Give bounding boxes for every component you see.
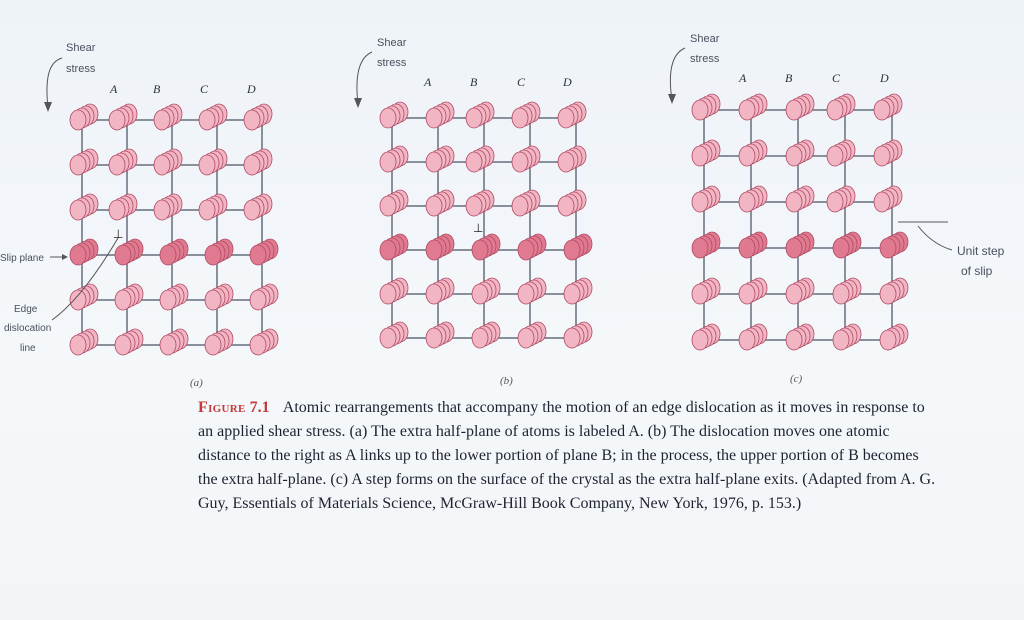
- panel-a-col-a: A: [110, 82, 118, 96]
- panel-2-atom-0-3-layer-0: [827, 100, 843, 120]
- panel-a-shear-label-2: stress: [66, 63, 96, 75]
- panel-1-atom-0-2-layer-0: [466, 108, 482, 128]
- panel-0-atom-2-2-layer-0: [154, 200, 170, 220]
- panel-1-atom-4-0-layer-0: [380, 284, 396, 304]
- panel-1-atom-3-1-layer-0: [426, 240, 442, 260]
- panel-2-atom-3-2-layer-0: [786, 238, 802, 258]
- panel-0-atom-0-4-layer-0: [244, 110, 260, 130]
- panel-b-shear-arrow: [357, 52, 372, 104]
- panel-c-col-a: A: [739, 71, 747, 85]
- panel-2-atom-5-4-layer-0: [880, 330, 896, 350]
- panel-0-atom-3-0-layer-0: [70, 245, 86, 265]
- panel-1-atom-0-4-layer-0: [558, 108, 574, 128]
- panel-1-atom-2-3-layer-0: [512, 196, 528, 216]
- unit-step-label-1: Unit step: [957, 244, 1005, 258]
- panel-0-atom-3-2-layer-0: [160, 245, 176, 265]
- panel-2-atom-4-4-layer-0: [880, 284, 896, 304]
- panel-0-atom-0-2-layer-0: [154, 110, 170, 130]
- panel-2-atom-3-1-layer-0: [739, 238, 755, 258]
- panel-0-atom-2-3-layer-0: [199, 200, 215, 220]
- panel-2-atom-0-1-layer-0: [739, 100, 755, 120]
- panel-0-atom-4-3-layer-0: [205, 290, 221, 310]
- panel-0-atom-5-3-layer-0: [205, 335, 221, 355]
- panel-2-atom-5-0-layer-0: [692, 330, 708, 350]
- panel-c-col-c: C: [832, 71, 841, 85]
- panel-c-shear-label-1: Shear: [690, 33, 720, 45]
- unit-step-pointer: [918, 226, 952, 250]
- panel-b-shear-label-2: stress: [377, 57, 407, 69]
- panel-0-atom-1-0-layer-0: [70, 155, 86, 175]
- panel-b-col-c: C: [517, 75, 526, 89]
- panel-1-atom-1-4-layer-0: [558, 152, 574, 172]
- panel-a-dislocation-marker: ⊥: [113, 227, 124, 241]
- panel-c-col-b: B: [785, 71, 793, 85]
- panel-0-atom-1-2-layer-0: [154, 155, 170, 175]
- figure-caption: [198, 396, 938, 516]
- panel-0-atom-1-1-layer-0: [109, 155, 125, 175]
- panel-a-col-c: C: [200, 82, 209, 96]
- panel-1-atom-4-1-layer-0: [426, 284, 442, 304]
- panel-2-atom-0-0-layer-0: [692, 100, 708, 120]
- panel-2-atom-2-3-layer-0: [827, 192, 843, 212]
- panel-0-atom-4-1-layer-0: [115, 290, 131, 310]
- panel-0-atom-2-4-layer-0: [244, 200, 260, 220]
- panel-a-shear-label-1: Shear: [66, 42, 96, 54]
- panel-2-atom-1-1-layer-0: [739, 146, 755, 166]
- panel-2-atom-2-1-layer-0: [739, 192, 755, 212]
- panel-0-atom-4-2-layer-0: [160, 290, 176, 310]
- edge-label-1: Edge: [14, 304, 38, 315]
- caption-text: Atomic rearrangements that accompany the motion of an edge dislocation as it moves in response to an applied shear stress. (a) The extra half-plane of atoms is labeled A. (b) The dislocation moves one atomic distance to the right as A links up to the lower portion of plane B; in the process, the upper portion of B becomes the extra half-plane. (c) A step forms on the surface of the crystal as the extra half-plane exits. (Adapted from A. G. Guy, Essentials of Materials Science, McGraw-Hill Book Company, New York, 1976, p. 153.): [198, 399, 936, 512]
- panel-b-col-d: D: [563, 75, 572, 89]
- caption-label: Figure: [198, 399, 246, 416]
- panel-2-atom-1-2-layer-0: [786, 146, 802, 166]
- panel-c-shear-arrow: [670, 48, 685, 100]
- slip-plane-arrowhead: [62, 254, 68, 260]
- panel-1-atom-5-0-layer-0: [380, 328, 396, 348]
- panel-2-atom-3-3-layer-0: [833, 238, 849, 258]
- panel-1-atom-0-0-layer-0: [380, 108, 396, 128]
- panel-0-atom-5-2-layer-0: [160, 335, 176, 355]
- panel-1-atom-4-3-layer-0: [518, 284, 534, 304]
- panel-2-atom-2-0-layer-0: [692, 192, 708, 212]
- panel-0-atom-5-0-layer-0: [70, 335, 86, 355]
- unit-step-label-2: of slip: [961, 264, 993, 278]
- panel-1-atom-3-0-layer-0: [380, 240, 396, 260]
- panel-1-atom-5-1-layer-0: [426, 328, 442, 348]
- panel-1-atom-3-3-layer-0: [518, 240, 534, 260]
- panel-a-shear-arrowhead: [44, 102, 52, 112]
- edge-label-3: line: [20, 343, 36, 354]
- panel-1-atom-2-2-layer-0: [466, 196, 482, 216]
- panel-b-sublabel: (b): [500, 375, 513, 387]
- lattice-layer: [70, 94, 908, 355]
- panel-2-atom-0-4-layer-0: [874, 100, 890, 120]
- panel-2-atom-1-0-layer-0: [692, 146, 708, 166]
- panel-c-shear-label-2: stress: [690, 53, 720, 65]
- panel-1-atom-1-0-layer-0: [380, 152, 396, 172]
- panel-2-atom-5-3-layer-0: [833, 330, 849, 350]
- panel-1-atom-1-2-layer-0: [466, 152, 482, 172]
- panel-1-atom-2-0-layer-0: [380, 196, 396, 216]
- panel-1-atom-1-3-layer-0: [512, 152, 528, 172]
- panel-2-atom-3-0-layer-0: [692, 238, 708, 258]
- panel-0-atom-2-1-layer-0: [109, 200, 125, 220]
- panel-2-atom-4-3-layer-0: [833, 284, 849, 304]
- panel-a-col-b: B: [153, 82, 161, 96]
- panel-a-shear-arrow: [47, 58, 62, 108]
- panel-1-atom-0-3-layer-0: [512, 108, 528, 128]
- panel-0-atom-4-0-layer-0: [70, 290, 86, 310]
- panel-2-atom-4-2-layer-0: [786, 284, 802, 304]
- panel-c-sublabel: (c): [790, 373, 803, 385]
- panel-0-atom-1-3-layer-0: [199, 155, 215, 175]
- panel-2-atom-2-2-layer-0: [786, 192, 802, 212]
- panel-b-col-a: A: [424, 75, 432, 89]
- edge-label-2: dislocation: [4, 323, 52, 334]
- panel-2-atom-1-4-layer-0: [874, 146, 890, 166]
- panel-0-atom-1-4-layer-0: [244, 155, 260, 175]
- panel-1-atom-2-4-layer-0: [558, 196, 574, 216]
- slip-plane-label: Slip plane: [0, 253, 44, 264]
- panel-2-atom-0-2-layer-0: [786, 100, 802, 120]
- panel-b-shear-arrowhead: [354, 98, 362, 108]
- panel-0-atom-5-4-layer-0: [250, 335, 266, 355]
- panel-b-col-b: B: [470, 75, 478, 89]
- panel-2-atom-4-0-layer-0: [692, 284, 708, 304]
- panel-1-atom-5-3-layer-0: [518, 328, 534, 348]
- panel-0-atom-2-0-layer-0: [70, 200, 86, 220]
- panel-0-atom-0-1-layer-0: [109, 110, 125, 130]
- panel-1-atom-3-2-layer-0: [472, 240, 488, 260]
- panel-0-atom-3-3-layer-0: [205, 245, 221, 265]
- panel-a-col-d: D: [247, 82, 256, 96]
- panel-a-sublabel: (a): [190, 377, 203, 389]
- panel-2-atom-4-1-layer-0: [739, 284, 755, 304]
- panel-2-atom-5-1-layer-0: [739, 330, 755, 350]
- panel-0-atom-0-3-layer-0: [199, 110, 215, 130]
- panel-1-atom-0-1-layer-0: [426, 108, 442, 128]
- panel-2-atom-2-4-layer-0: [874, 192, 890, 212]
- panel-c-shear-arrowhead: [668, 94, 676, 104]
- panel-2-atom-5-2-layer-0: [786, 330, 802, 350]
- panel-b-dislocation-marker: ⊥: [473, 221, 484, 235]
- panel-0-atom-4-4-layer-0: [250, 290, 266, 310]
- panel-1-atom-3-4-layer-0: [564, 240, 580, 260]
- panel-0-atom-3-4-layer-0: [250, 245, 266, 265]
- panel-1-atom-4-4-layer-0: [564, 284, 580, 304]
- panel-1-atom-5-2-layer-0: [472, 328, 488, 348]
- panel-1-atom-5-4-layer-0: [564, 328, 580, 348]
- panel-0-atom-0-0-layer-0: [70, 110, 86, 130]
- panel-b-shear-label-1: Shear: [377, 37, 407, 49]
- panel-1-atom-1-1-layer-0: [426, 152, 442, 172]
- panel-2-atom-3-4-layer-0: [880, 238, 896, 258]
- panel-0-atom-5-1-layer-0: [115, 335, 131, 355]
- panel-0-atom-3-1-layer-0: [115, 245, 131, 265]
- caption-number: 7.1: [249, 399, 270, 416]
- panel-2-atom-1-3-layer-0: [827, 146, 843, 166]
- panel-1-atom-4-2-layer-0: [472, 284, 488, 304]
- panel-1-atom-2-1-layer-0: [426, 196, 442, 216]
- panel-c-col-d: D: [880, 71, 889, 85]
